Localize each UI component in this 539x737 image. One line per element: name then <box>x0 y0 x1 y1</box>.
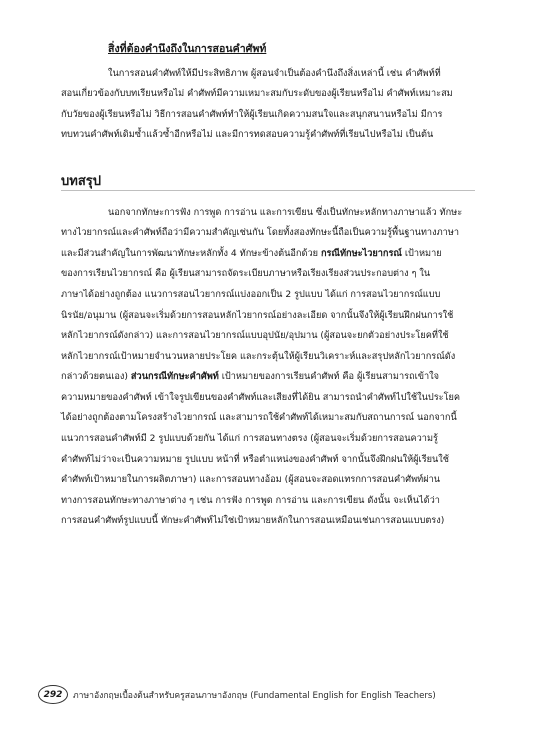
line-text: หลักไวยากรณ์ดังกล่าว) และการสอนไวยากรณ์แบบอุปนัย/อุปมาน (ผู้สอนจะยกตัวอย่างประโยคที่ใช้ <box>61 330 449 341</box>
line-text: ความหมายของคำศัพท์ เข้าใจรูปเขียนของคำศัพท์และเสียงที่ได้ยิน สามารถนำคำศัพท์ไปใช้ในประโยค <box>61 392 461 403</box>
running-footer-title: ภาษาอังกฤษเบื้องต้นสำหรับครูสอนภาษาอังกฤษ (Fundamental English for English Teachers) <box>73 691 436 701</box>
heading-divider <box>61 190 475 191</box>
line-text: ทางการสอนทักษะทางภาษาต่าง ๆ เช่น การฟัง การพูด การอ่าน และการเขียน ดังนั้น จะเห็นได้ว่า <box>61 495 440 506</box>
line-text: คำศัพท์ไม่ว่าจะเป็นความหมาย รูปแบบ หน้าที่ หรือตำแหน่งของคำศัพท์ จากนั้นจึงฝึกฝนให้ผู้เรียนใช้ <box>61 454 450 465</box>
line-text: หลักไวยากรณ์เป้าหมายจำนวนหลายประโยค และกระตุ้นให้ผู้เรียนวิเคราะห์และสรุปหลักไวยากรณ์ดัง <box>61 351 456 362</box>
paragraph-line <box>61 392 460 404</box>
paragraph-line <box>61 227 459 239</box>
paragraph-line <box>61 454 449 466</box>
line-text: และมีส่วนสำคัญในการพัฒนาทักษะหลักทั้ง 4 ทักษะข้างต้นอีกด้วย <box>61 248 321 259</box>
paragraph-line <box>61 248 442 260</box>
paragraph-line <box>61 515 444 527</box>
emphasis-term: กรณีทักษะไวยากรณ์ <box>320 248 402 259</box>
emphasis-term: ส่วนกรณีทักษะคำศัพท์ <box>130 371 219 382</box>
section-heading-vocab-considerations: สิ่งที่ต้องคำนึงถึงในการสอนคำศัพท์ <box>108 43 267 55</box>
paragraph-line <box>61 371 439 383</box>
line-text: แนวการสอนคำศัพท์มี 2 รูปแบบด้วยกัน ได้แก่ การสอนทางตรง (ผู้สอนจะเริ่มด้วยการสอนความรู้ <box>61 433 438 444</box>
line-text: นิรนัย/อนุมาน (ผู้สอนจะเริ่มด้วยการสอนหลักไวยากรณ์อย่างละเอียด จากนั้นจึงให้ผู้เรียนฝึกฝนการใช้ <box>61 310 454 321</box>
paragraph-line <box>61 351 455 363</box>
paragraph-line: สอนเกี่ยวข้องกับบทเรียนหรือไม่ คำศัพท์มีความเหมาะสมกับระดับของผู้เรียนหรือไม่ คำศัพท์เหมาะสม <box>61 88 453 99</box>
paragraph-line: กับวัยของผู้เรียนหรือไม่ วิธีการสอนคำศัพท์ทำให้ผู้เรียนเกิดความสนใจและสนุกสนานหรือไม่ มีการ <box>61 109 443 120</box>
page-number-badge: 292 <box>38 685 68 704</box>
paragraph-line <box>61 474 440 486</box>
paragraph-line: ในการสอนคำศัพท์ให้มีประสิทธิภาพ ผู้สอนจำเป็นต้องคำนึงถึงสิ่งเหล่านี้ เช่น คำศัพท์ที่ <box>108 68 441 79</box>
line-text: นอกจากทักษะการฟัง การพูด การอ่าน และการเขียน ซึ่งเป็นทักษะหลักทางภาษาแล้ว ทักษะ <box>108 207 463 218</box>
line-text: ทางไวยากรณ์และคำศัพท์ถือว่ามีความสำคัญเช่นกัน โดยทั้งสองทักษะนี้ถือเป็นความรู้พื้นฐานทางภาษา <box>61 227 460 238</box>
line-text: ของการเรียนไวยากรณ์ คือ ผู้เรียนสามารถจัดระเบียบภาษาหรือเรียงเรียงส่วนประกอบต่าง ๆ ใน <box>61 268 431 279</box>
line-text: เป้าหมายของการเรียนคำศัพท์ คือ ผู้เรียนสามารถเข้าใจ <box>218 371 440 382</box>
paragraph-line <box>61 412 457 424</box>
line-text: เป้าหมาย <box>401 248 442 259</box>
line-text: กล่าวด้วยตนเอง) <box>61 371 131 382</box>
paragraph-line <box>61 495 440 507</box>
paragraph-line <box>61 433 438 445</box>
paragraph-line <box>61 289 440 301</box>
paragraph-line <box>108 207 462 219</box>
paragraph-line <box>61 268 430 280</box>
line-text: คำศัพท์เป้าหมายในการผลิตภาษา) และการสอนทางอ้อม (ผู้สอนจะสอดแทรกการสอนคำศัพท์ผ่าน <box>61 474 441 485</box>
paragraph-line <box>61 310 453 322</box>
line-text: ได้อย่างถูกต้องตามโครงสร้างไวยากรณ์ และสามารถใช้คำศัพท์ได้เหมาะสมกับสถานการณ์ นอกจากนี้ <box>61 412 457 423</box>
paragraph-line <box>61 330 449 342</box>
paragraph-line: ทบทวนคำศัพท์เดิมซ้ำแล้วซ้ำอีกหรือไม่ และมีการทดสอบความรู้คำศัพท์ที่เรียนไปหรือไม่ เป็นต้น <box>61 129 434 140</box>
line-text: การสอนคำศัพท์รูปแบบนี้ ทักษะคำศัพท์ไม่ใช่เป้าหมายหลักในการสอนเหมือนเช่นการสอนแบบตรง) <box>61 515 445 526</box>
line-text: ภาษาได้อย่างถูกต้อง แนวการสอนไวยากรณ์แบ่งออกเป็น 2 รูปแบบ ได้แก่ การสอนไวยากรณ์แบบ <box>61 289 441 300</box>
section-heading-summary: บทสรุป <box>61 174 101 189</box>
